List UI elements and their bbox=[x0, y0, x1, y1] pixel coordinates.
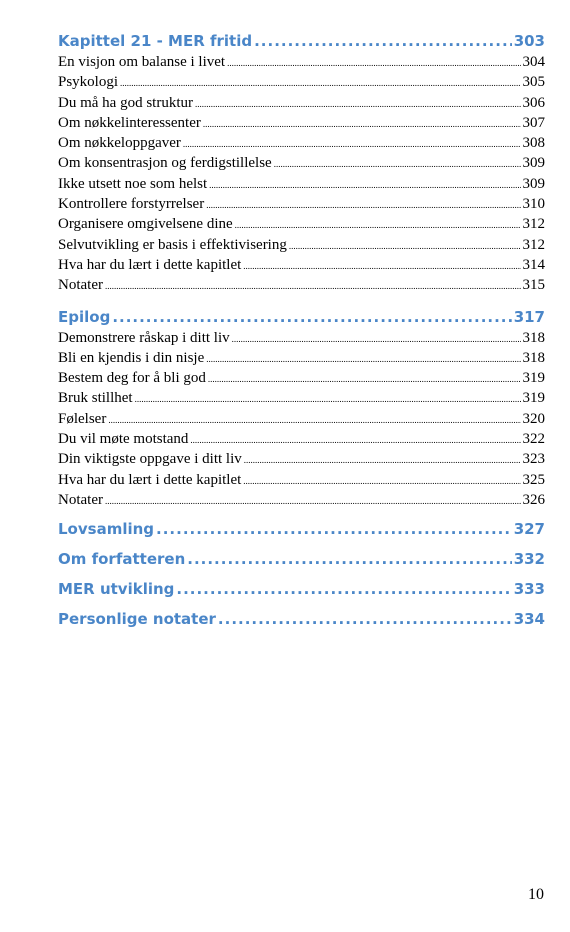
toc-page-number: 309 bbox=[522, 155, 545, 172]
toc-heading[interactable] bbox=[58, 306, 545, 328]
dot-leader bbox=[112, 306, 511, 328]
dot-leader bbox=[289, 236, 521, 256]
dot-leader bbox=[227, 53, 520, 73]
toc-page-number: 327 bbox=[513, 520, 545, 539]
toc-page-number: 332 bbox=[513, 550, 545, 569]
toc-page-number: 318 bbox=[522, 349, 545, 366]
toc-entry[interactable] bbox=[58, 328, 545, 348]
toc-page-number: 323 bbox=[522, 451, 545, 468]
toc-page-number: 322 bbox=[522, 431, 545, 448]
toc-entry[interactable] bbox=[58, 194, 545, 214]
dot-leader bbox=[108, 410, 520, 430]
page-number: 10 bbox=[528, 886, 544, 903]
dot-leader bbox=[195, 94, 521, 114]
toc-title: Din viktigste oppgave i ditt liv bbox=[58, 451, 242, 468]
toc-page-number: 310 bbox=[522, 196, 545, 213]
toc-title: Ikke utsett noe som helst bbox=[58, 175, 208, 192]
toc-title: MER utvikling bbox=[58, 580, 175, 599]
toc-entry[interactable] bbox=[58, 470, 545, 490]
toc-page-number: 319 bbox=[522, 390, 545, 407]
toc-page-number: 319 bbox=[522, 370, 545, 387]
toc-entry[interactable] bbox=[58, 174, 545, 194]
dot-leader bbox=[209, 175, 520, 195]
dot-leader bbox=[183, 134, 521, 154]
toc-title: Bli en kjendis i din nisje bbox=[58, 349, 205, 366]
toc-entry[interactable] bbox=[58, 214, 545, 234]
toc-title: Demonstrere råskap i ditt liv bbox=[58, 329, 230, 346]
toc-title: Kontrollere forstyrrelser bbox=[58, 196, 205, 213]
dot-leader bbox=[120, 73, 520, 93]
dot-leader bbox=[206, 195, 520, 215]
dot-leader bbox=[243, 471, 520, 491]
toc-title: Hva har du lært i dette kapitlet bbox=[58, 471, 242, 488]
toc-title: Bruk stillhet bbox=[58, 390, 133, 407]
toc-title: Notater bbox=[58, 277, 103, 294]
toc-entry[interactable] bbox=[58, 113, 545, 133]
toc-entry[interactable] bbox=[58, 490, 545, 510]
toc-entry[interactable] bbox=[58, 72, 545, 92]
dot-leader bbox=[203, 114, 521, 134]
toc-title: En visjon om balanse i livet bbox=[58, 54, 226, 70]
toc-entry[interactable] bbox=[58, 52, 545, 72]
toc-page-number: 304 bbox=[522, 54, 545, 70]
toc-page-number: 312 bbox=[522, 236, 545, 253]
toc-title: Selvutvikling er basis i effektivisering bbox=[58, 236, 287, 253]
toc-entry[interactable] bbox=[58, 368, 545, 388]
toc-title: Om forfatteren bbox=[58, 550, 186, 569]
toc-page-number: 334 bbox=[513, 610, 545, 629]
dot-leader bbox=[208, 369, 521, 389]
dot-leader bbox=[187, 548, 511, 570]
dot-leader bbox=[254, 30, 512, 52]
toc-heading[interactable] bbox=[58, 608, 545, 630]
toc-page-number: 307 bbox=[522, 114, 545, 131]
toc-title: Bestem deg for å bli god bbox=[58, 370, 206, 387]
toc-entry[interactable] bbox=[58, 449, 545, 469]
dot-leader bbox=[232, 329, 521, 349]
toc-title: Kapittel 21 - MER fritid bbox=[58, 32, 253, 50]
dot-leader bbox=[218, 608, 512, 630]
dot-leader bbox=[105, 276, 521, 296]
toc-page-number: 317 bbox=[513, 307, 545, 326]
toc-title: Hva har du lært i dette kapitlet bbox=[58, 256, 242, 273]
dot-leader bbox=[235, 215, 521, 235]
dot-leader bbox=[243, 256, 520, 276]
toc-heading[interactable] bbox=[58, 578, 545, 600]
toc-title: Om konsentrasjon og ferdigstillelse bbox=[58, 155, 272, 172]
toc-entry[interactable] bbox=[58, 235, 545, 255]
toc-entry[interactable] bbox=[58, 429, 545, 449]
toc-heading[interactable] bbox=[58, 30, 545, 52]
toc-page-number: 303 bbox=[513, 32, 545, 50]
dot-leader bbox=[244, 450, 521, 470]
toc-entry[interactable] bbox=[58, 93, 545, 113]
toc-title: Følelser bbox=[58, 410, 107, 427]
toc-entry[interactable] bbox=[58, 153, 545, 173]
toc-entry[interactable] bbox=[58, 275, 545, 295]
toc-heading[interactable] bbox=[58, 548, 545, 570]
dot-leader bbox=[206, 349, 520, 369]
toc-page-number: 309 bbox=[522, 175, 545, 192]
dot-leader bbox=[176, 578, 511, 600]
dot-leader bbox=[135, 389, 521, 409]
toc-page-number: 320 bbox=[522, 410, 545, 427]
toc-page-number: 315 bbox=[522, 277, 545, 294]
toc-title: Psykologi bbox=[58, 74, 119, 91]
toc-entry[interactable] bbox=[58, 133, 545, 153]
toc-title: Om nøkkelinteressenter bbox=[58, 114, 201, 131]
toc-title: Notater bbox=[58, 491, 103, 508]
toc-entry[interactable] bbox=[58, 409, 545, 429]
toc-title: Du vil møte motstand bbox=[58, 431, 189, 448]
toc-page-number: 318 bbox=[522, 329, 545, 346]
dot-leader bbox=[105, 491, 521, 511]
toc-entry[interactable] bbox=[58, 388, 545, 408]
toc-page-number: 308 bbox=[522, 135, 545, 152]
table-of-contents bbox=[58, 30, 545, 630]
toc-entry[interactable] bbox=[58, 255, 545, 275]
toc-title: Epilog bbox=[58, 307, 111, 326]
toc-title: Du må ha god struktur bbox=[58, 94, 193, 111]
toc-page-number: 325 bbox=[522, 471, 545, 488]
toc-page-number: 305 bbox=[522, 74, 545, 91]
toc-title: Om nøkkeloppgaver bbox=[58, 135, 181, 152]
toc-title: Personlige notater bbox=[58, 610, 216, 629]
dot-leader bbox=[274, 154, 521, 174]
toc-page-number: 326 bbox=[522, 491, 545, 508]
toc-title: Organisere omgivelsene dine bbox=[58, 216, 233, 233]
toc-page-number: 306 bbox=[522, 94, 545, 111]
dot-leader bbox=[156, 518, 512, 540]
toc-page-number: 314 bbox=[522, 256, 545, 273]
toc-entry[interactable] bbox=[58, 348, 545, 368]
toc-heading[interactable] bbox=[58, 518, 545, 540]
toc-title: Lovsamling bbox=[58, 520, 155, 539]
toc-page-number: 312 bbox=[522, 216, 545, 233]
toc-page-number: 333 bbox=[513, 580, 545, 599]
dot-leader bbox=[190, 430, 520, 450]
